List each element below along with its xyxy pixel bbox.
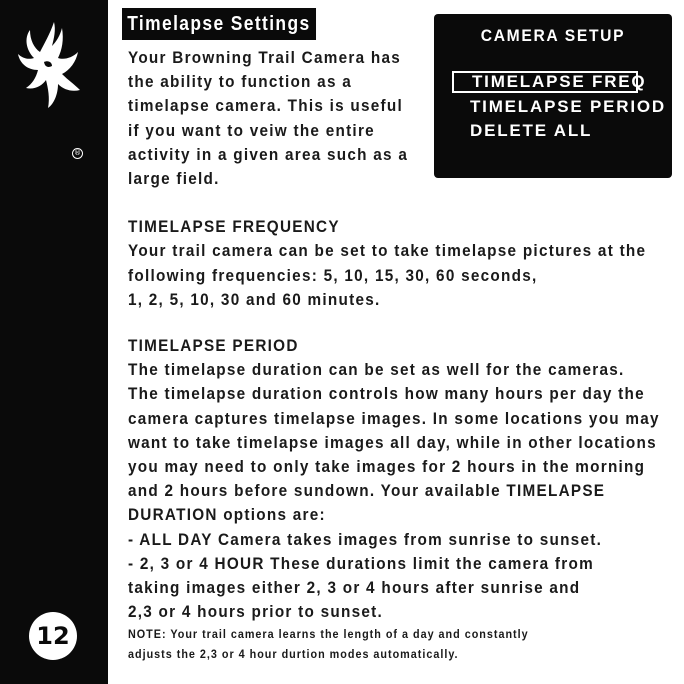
intro-line: if you want to veiw the entire — [128, 120, 375, 140]
period-line: The timelapse duration can be set as well for the cameras. — [128, 360, 625, 380]
period-line: DURATION options are: — [128, 505, 326, 525]
intro-line: activity in a given area such as a — [128, 144, 409, 164]
note-block — [128, 624, 684, 664]
period-line: - ALL DAY Camera takes images from sunrise to sunset. — [128, 529, 603, 549]
intro-paragraph — [128, 46, 414, 191]
registered-mark: ® — [74, 149, 81, 157]
period-line: and 2 hours before sundown. Your available TIMELAPSE — [128, 481, 606, 501]
intro-line: large field. — [128, 169, 220, 189]
period-line: The timelapse duration controls how many hours per day the — [128, 384, 645, 404]
menu-item-delete-all[interactable]: DELETE ALL — [470, 121, 593, 140]
sidebar — [0, 0, 108, 684]
period-line: taking images either 2, 3 or 4 hours after sunrise and — [128, 578, 581, 598]
menu-item-timelapse-period[interactable]: TIMELAPSE PERIOD — [470, 97, 666, 116]
period-line: you may need to only take images for 2 hours in the morning — [128, 457, 646, 477]
period-line: 2,3 or 4 hours prior to sunset. — [128, 602, 384, 622]
intro-line: Your Browning Trail Camera has — [128, 48, 402, 67]
period-line: camera captures timelapse images. In some locations you may — [128, 408, 660, 428]
period-line: want to take timelapse images all day, while in other locations — [128, 432, 657, 452]
intro-line: timelapse camera. This is useful — [128, 96, 404, 116]
frequency-line: 1, 2, 5, 10, 30 and 60 minutes. — [128, 289, 381, 309]
frequency-heading: TIMELAPSE FREQUENCY — [128, 217, 340, 237]
frequency-line: Your trail camera can be set to take timelapse pictures at the — [128, 241, 647, 261]
period-line: - 2, 3 or 4 HOUR These durations limit the camera from — [128, 553, 594, 573]
frequency-section — [128, 215, 684, 312]
menu-item-timelapse-freq[interactable]: TIMELAPSE FREQ — [452, 71, 638, 93]
page-number: 12 — [29, 612, 77, 660]
frequency-line: following frequencies: 5, 10, 15, 30, 60 seconds, — [128, 265, 538, 285]
period-heading: TIMELAPSE PERIOD — [128, 336, 299, 356]
buckmark-logo-icon — [14, 14, 84, 134]
camera-setup-title: CAMERA SETUP — [480, 26, 626, 45]
note-line: NOTE: Your trail camera learns the length of a day and constantly — [128, 627, 529, 642]
note-line: adjusts the 2,3 or 4 hour durtion modes automatically. — [128, 647, 459, 662]
period-section — [128, 334, 684, 624]
intro-line: the ability to function as a — [128, 72, 353, 92]
page-title: Timelapse Settings — [122, 8, 316, 40]
main-content — [128, 46, 684, 664]
